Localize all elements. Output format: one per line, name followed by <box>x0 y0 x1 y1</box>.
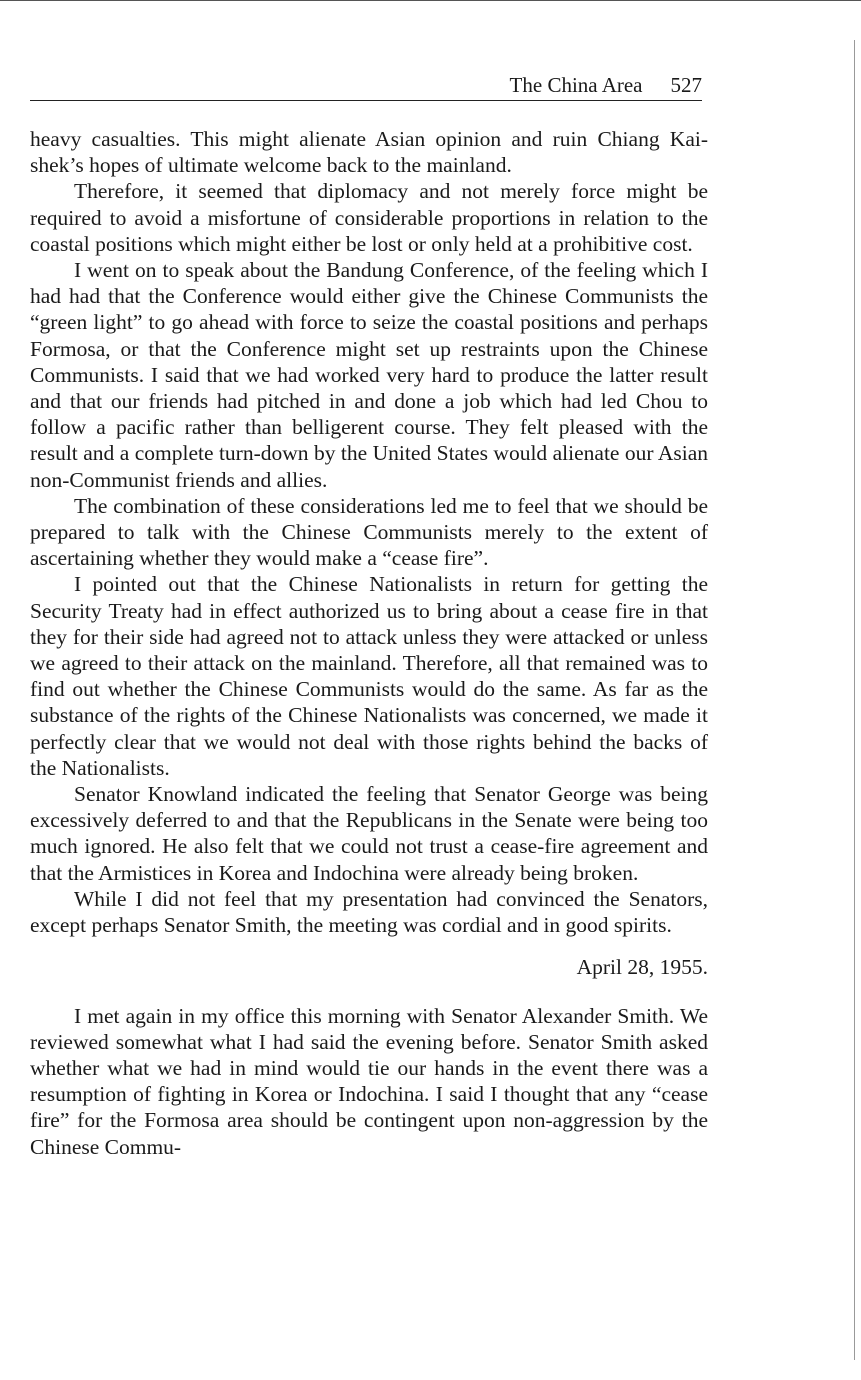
paragraph: Senator Knowland indicated the feeling that Senator George was being excessively deferred to and that the Republicans in the Senate were being too much ignored. He also felt that we could not trust a cease-fire agreement and that the Armistices in Korea and Indochina were already being broken. <box>30 782 708 885</box>
running-head <box>30 70 702 101</box>
paragraph: While I did not feel that my presentation had convinced the Senators, except perhaps Senator Smith, the meeting was cordial and in good spirits. <box>30 886 708 938</box>
body-text <box>30 126 708 1160</box>
page-number: 527 <box>670 73 702 97</box>
paragraph: I met again in my office this morning with Senator Alexander Smith. We reviewed somewhat what I had said the evening before. Senator Smith asked whether what we had in mind would tie our hands in the event there was a resumption of fighting in Korea or Indochina. I said I thought that any “cease fire” for the Formosa area should be contingent upon non-aggression by the Chinese Commu- <box>30 1003 708 1159</box>
paragraph: I pointed out that the Chinese Nationalists in return for getting the Security Treaty had in effect authorized us to bring about a cease fire in that they for their side had agreed not to attack unless they were attacked or unless we agreed to their attack on the mainland. Therefore, all that remained was to find out whether the Chinese Communists would do the same. As far as the substance of the rights of the Chinese Nationalists was concerned, we made it perfectly clear that we would not deal with those rights behind the backs of the Nationalists. <box>30 572 708 780</box>
paragraph: I went on to speak about the Bandung Conference, of the feeling which I had had that the Conference would either give the Chinese Communists the “green light” to go ahead with force to seize the coastal positions and perhaps Formosa, or that the Conference might set up restraints upon the Chinese Communists. I said that we had worked very hard to produce the latter result and that our friends had pitched in and done a job which had led Chou to follow a pacific rather than belligerent course. They felt pleased with the result and a complete turn-down by the United States would alienate our Asian non-Communist friends and allies. <box>30 258 708 492</box>
page-edge-line <box>854 40 855 1360</box>
running-head-title: The China Area <box>509 73 643 97</box>
dateline: April 28, 1955. <box>576 955 708 980</box>
paragraph: Therefore, it seemed that diplomacy and not merely force might be required to avoid a misfortune of considerable proportions in relation to the coastal positions which might either be lost or only held at a prohibitive cost. <box>30 179 708 256</box>
paragraph: The combination of these considerations led me to feel that we should be prepared to talk with the Chinese Communists merely to the extent of ascertaining whether they would make a “cease fire”. <box>30 493 708 571</box>
top-border-line <box>0 0 861 1</box>
paragraph: heavy casualties. This might alienate Asian opinion and ruin Chiang Kai-shek’s hopes of ultimate welcome back to the mainland. <box>30 127 708 178</box>
